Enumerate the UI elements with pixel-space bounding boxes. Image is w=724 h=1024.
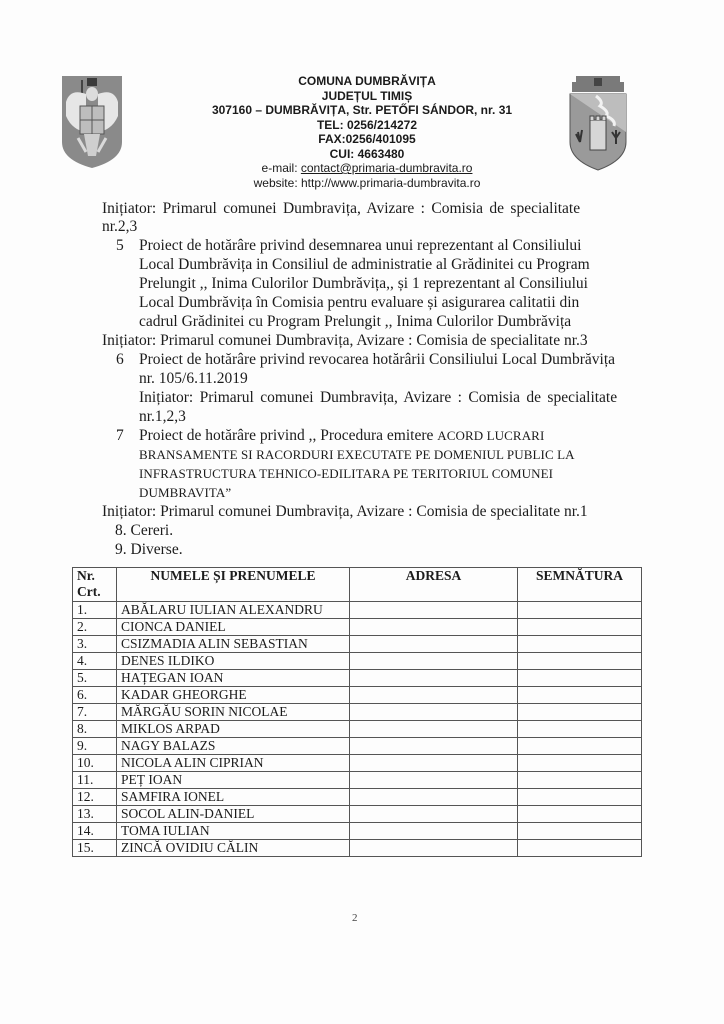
member-name: SOCOL ALIN-DANIEL [117,806,350,823]
agenda-text-line: cadrul Grădinitei cu Program Prelungit ,, Inima Culorilor Dumbrăvița [139,313,572,330]
member-name: MĂRGĂU SORIN NICOLAE [117,704,350,721]
address-cell [350,636,518,653]
signature-cell [518,823,642,840]
signature-cell [518,789,642,806]
address-cell [350,755,518,772]
row-number: 6. [73,687,117,704]
table-row [73,772,642,789]
signature-cell [518,602,642,619]
member-name: MIKLOS ARPAD [117,721,350,738]
row-number: 3. [73,636,117,653]
agenda-text-line: nr. 105/6.11.2019 [139,370,248,387]
address-cell [350,704,518,721]
address-cell [350,806,518,823]
agenda-initiator-line: Inițiator: Primarul comunei Dumbravița, Avizare : Comisia de specialitate [139,389,618,406]
row-number: 7. [73,704,117,721]
header-commune: COMUNA DUMBRĂVIȚA [298,74,436,88]
agenda-initiator-line: Inițiator: Primarul comunei Dumbravița, Avizare : Comisia de specialitate nr.1 [102,503,588,520]
address-cell [350,789,518,806]
member-name: TOMA IULIAN [117,823,350,840]
signature-cell [518,806,642,823]
agenda-item-misc: 9. Diverse. [115,541,183,558]
member-name: SAMFIRA IONEL [117,789,350,806]
row-number: 5. [73,670,117,687]
table-row [73,687,642,704]
agenda-text-line: INFRASTRUCTURA TEHNICO-EDILITARA PE TERITORIUL COMUNEI [139,466,554,481]
signature-cell [518,840,642,857]
table-header-row [73,568,642,602]
header-cui: CUI: 4663480 [329,146,405,161]
address-cell [350,772,518,789]
signature-cell [518,738,642,755]
email-label: e-mail: [261,161,301,175]
member-name: NICOLA ALIN CIPRIAN [117,755,350,772]
signature-cell [518,619,642,636]
email-link[interactable]: contact@primaria-dumbravita.ro [300,161,473,175]
letterhead [0,74,724,190]
signature-cell [518,704,642,721]
table-row [73,755,642,772]
row-number: 13. [73,806,117,823]
agenda-initiator-line: Inițiator: Primarul comunei Dumbravița, Avizare : Comisia de specialitate [102,200,581,217]
address-cell [350,602,518,619]
member-name: NAGY BALAZS [117,738,350,755]
address-cell [350,653,518,670]
table-row [73,670,642,687]
column-header-name: NUMELE ȘI PRENUMELE [117,568,350,602]
signature-cell [518,670,642,687]
table-row [73,619,642,636]
member-name: PEȚ IOAN [117,772,350,789]
attendance-table [72,567,642,857]
address-cell [350,840,518,857]
agenda-item-number: 7 [116,427,124,444]
agenda-text-line: nr.1,2,3 [139,408,186,425]
agenda-text-line: Proiect de hotărâre privind ,, Procedura emitere ACORD LUCRARI [139,427,545,444]
member-name: ZINCĂ OVIDIU CĂLIN [117,840,350,857]
header-phone: TEL: 0256/214272 [316,117,418,132]
agenda-text-line: nr.2,3 [102,218,138,235]
agenda-text-line: Prelungit ,, Inima Culorilor Dumbrăvița,, și 1 reprezentant al Consiliului [139,275,588,292]
table-row [73,789,642,806]
address-cell [350,687,518,704]
table-row [73,602,642,619]
row-number: 15. [73,840,117,857]
agenda-text-line: Proiect de hotărâre privind revocarea hotărârii Consiliului Local Dumbrăvița [139,351,616,368]
row-number: 11. [73,772,117,789]
agenda-text-line: DUMBRAVITA” [139,485,232,500]
member-name: DENES ILDIKO [117,653,350,670]
member-name: ABĂLARU IULIAN ALEXANDRU [117,602,350,619]
signature-cell [518,653,642,670]
column-header-signature: SEMNĂTURA [518,568,642,602]
row-number: 10. [73,755,117,772]
page-number: 2 [352,912,358,924]
signature-cell [518,772,642,789]
member-name: KADAR GHEORGHE [117,687,350,704]
address-cell [350,738,518,755]
agenda-text-line: BRANSAMENTE SI RACORDURI EXECUTATE PE DOMENIUL PUBLIC LA [139,447,575,462]
row-number: 9. [73,738,117,755]
row-number: 1. [73,602,117,619]
table-row [73,653,642,670]
agenda-text-line: Local Dumbrăvița in Consiliul de administratie al Grădinitei cu Program [139,256,590,273]
row-number: 12. [73,789,117,806]
table-row [73,704,642,721]
signature-cell [518,755,642,772]
address-cell [350,823,518,840]
member-name: HAȚEGAN IOAN [117,670,350,687]
signature-cell [518,636,642,653]
column-header-address: ADRESA [350,568,518,602]
address-cell [350,670,518,687]
column-header-nr: Nr. Crt. [73,568,117,602]
header-address: 307160 – DUMBRĂVIȚA, Str. PETŐFI SÁNDOR, nr. 31 [211,103,513,117]
member-name: CIONCA DANIEL [117,619,350,636]
agenda-initiator-line: Inițiator: Primarul comunei Dumbravița, Avizare : Comisia de specialitate nr.3 [102,332,588,349]
table-row [73,738,642,755]
member-name: CSIZMADIA ALIN SEBASTIAN [117,636,350,653]
agenda-text-line: Proiect de hotărâre privind desemnarea unui reprezentant al Consiliului [139,237,582,254]
table-row [73,806,642,823]
row-number: 2. [73,619,117,636]
header-email-line [10,161,724,176]
header-county: JUDEȚUL TIMIȘ [321,88,413,103]
row-number: 8. [73,721,117,738]
header-fax: FAX:0256/401095 [318,132,416,146]
address-cell [350,721,518,738]
table-row [73,840,642,857]
table-row [73,823,642,840]
header-website[interactable]: website: http://www.primaria-dumbravita.ro [253,175,481,190]
agenda-text-line: Local Dumbrăvița în Comisia pentru evaluare și asigurarea calitatii din [139,294,580,311]
row-number: 14. [73,823,117,840]
agenda-item-number: 6 [116,351,124,368]
table-row [73,636,642,653]
agenda-item-number: 5 [116,237,124,254]
table-row [73,721,642,738]
signature-cell [518,721,642,738]
signature-cell [518,687,642,704]
address-cell [350,619,518,636]
agenda-item-requests: 8. Cereri. [115,522,174,539]
row-number: 4. [73,653,117,670]
